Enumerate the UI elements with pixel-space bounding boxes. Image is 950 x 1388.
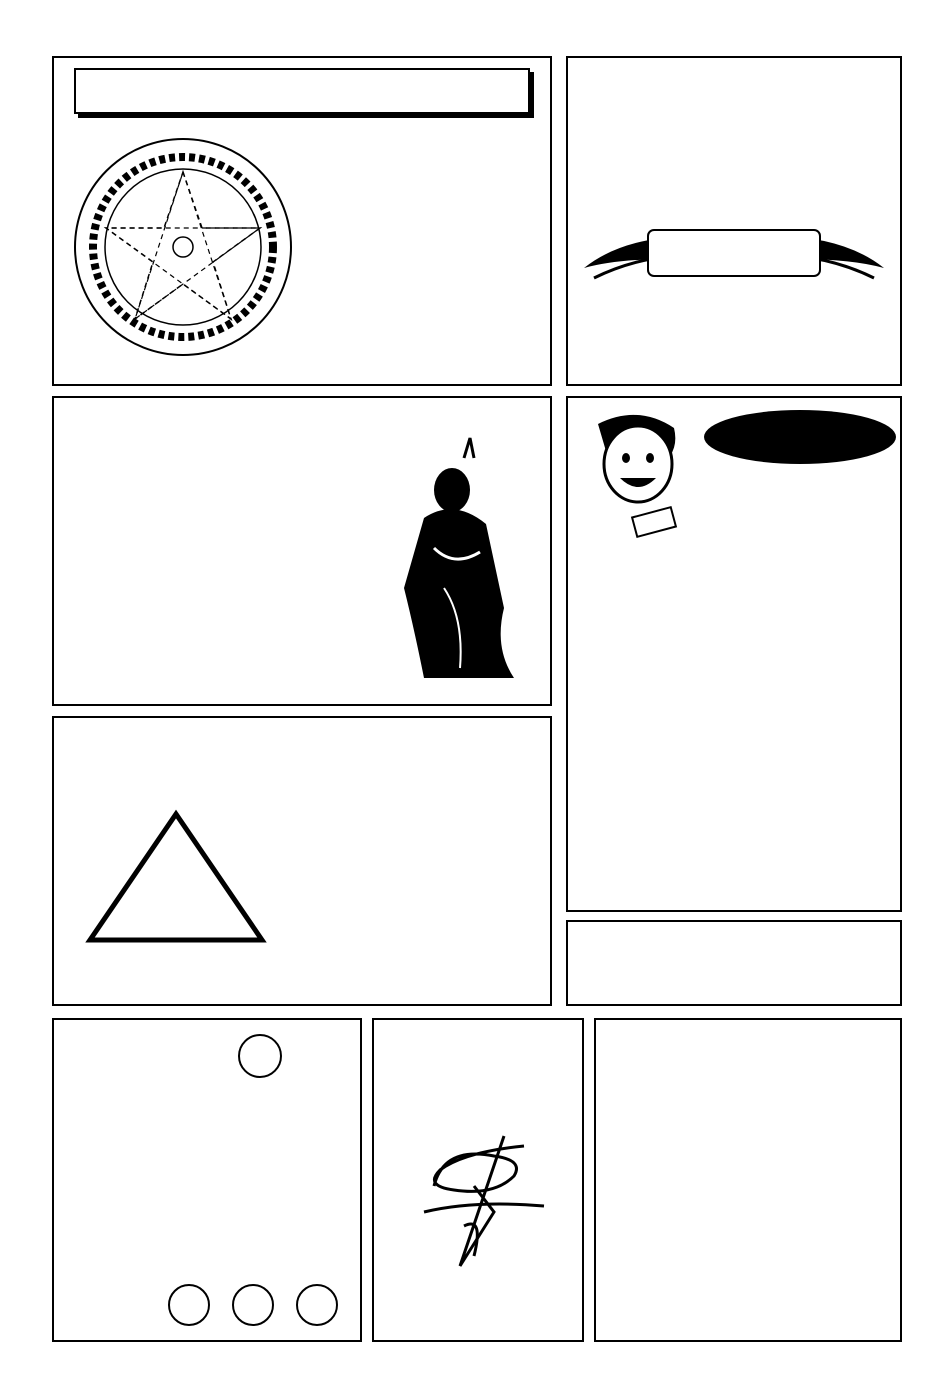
special-number	[238, 1034, 282, 1078]
xuanji-panel	[372, 1018, 584, 1342]
provide-number	[296, 1284, 338, 1326]
bottom-border	[0, 1350, 950, 1388]
guide-biography	[306, 128, 542, 364]
left-border	[0, 44, 40, 1350]
results-panel	[566, 56, 902, 386]
huang-panel	[52, 396, 552, 706]
cartoon-face	[578, 404, 698, 540]
notice-panel	[566, 920, 902, 1006]
humor-head	[704, 410, 896, 464]
laurel-banner	[574, 208, 894, 304]
triangle-diagram	[76, 800, 276, 950]
guide-panel	[52, 56, 552, 386]
signature-glyph	[404, 1116, 564, 1276]
guide-title	[74, 68, 530, 114]
provide-number	[232, 1284, 274, 1326]
special-panel	[52, 1018, 362, 1342]
deity-illustration	[394, 428, 544, 688]
huang-body	[82, 464, 268, 700]
zeng-panel	[594, 1018, 902, 1342]
provide-number	[168, 1284, 210, 1326]
shensuan-panel	[52, 716, 552, 1006]
newspaper-title	[390, 4, 550, 40]
right-border	[910, 44, 950, 1350]
compass-diagram	[68, 132, 298, 362]
humor-panel	[566, 396, 902, 912]
